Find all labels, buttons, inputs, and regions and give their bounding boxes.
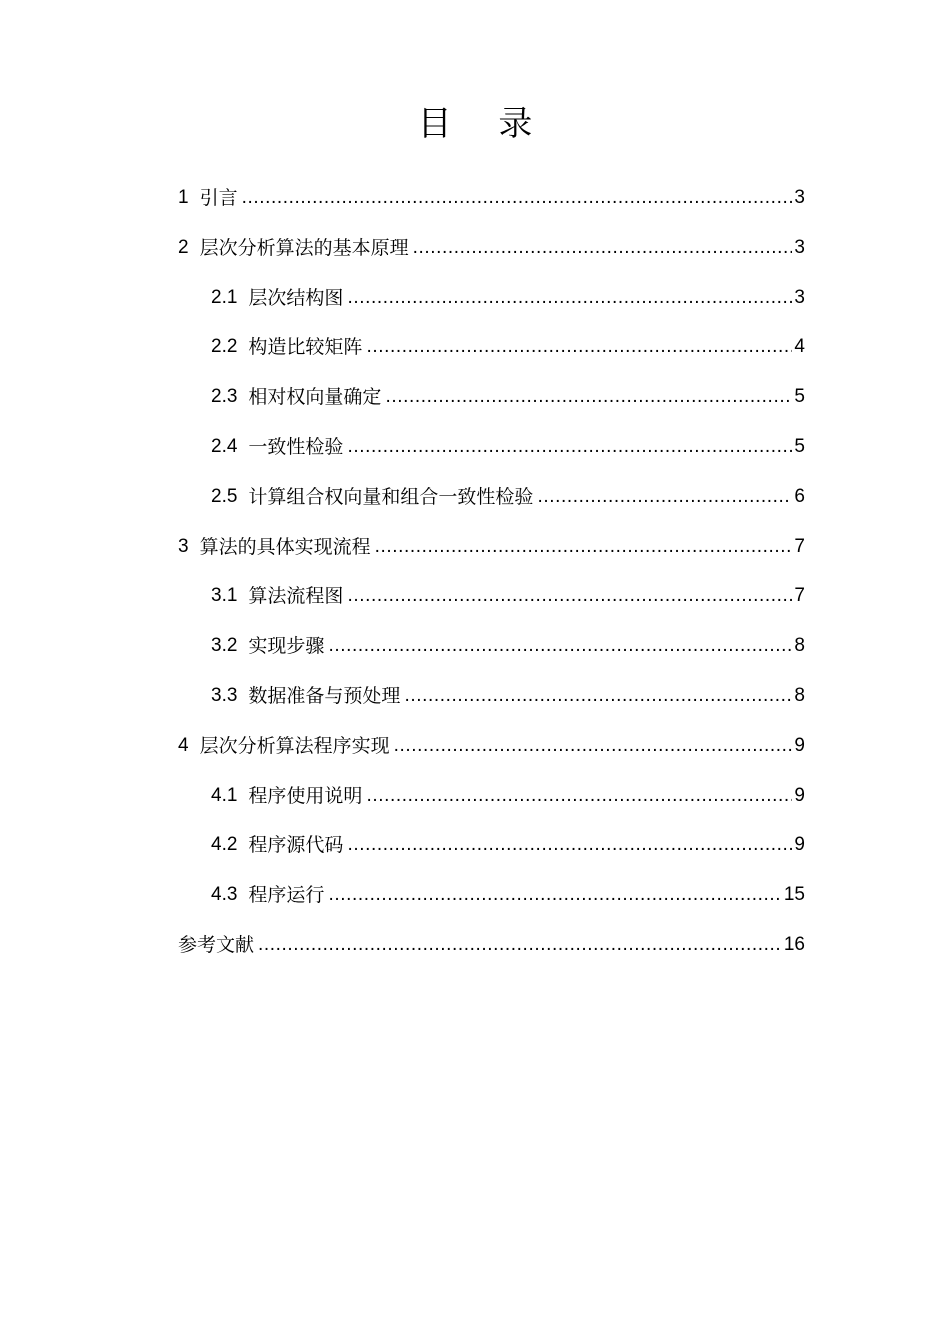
toc-dot-leader (404, 683, 792, 709)
toc-entry[interactable] (0, 261, 950, 311)
toc-entry-number: 3.2 (211, 635, 238, 657)
toc-dot-leader (242, 185, 793, 211)
toc-entry-title: 一致性检验 (248, 436, 344, 458)
toc-entry[interactable] (0, 659, 950, 709)
toc-entry-title: 程序运行 (248, 884, 325, 907)
toc-entry-title: 数据准备与预处理 (248, 685, 401, 707)
toc-entry-page-number: 9 (794, 734, 805, 756)
toc-entry-page-number: 3 (794, 236, 805, 258)
toc-entry-title: 程序使用说明 (248, 784, 363, 807)
toc-dot-leader (328, 882, 781, 908)
toc-dot-leader (394, 733, 793, 759)
toc-entry[interactable] (0, 858, 950, 908)
toc-entry-title: 层次结构图 (248, 286, 344, 309)
toc-dot-leader (347, 434, 792, 460)
toc-entry-page-number: 4 (794, 336, 805, 358)
toc-entry-page-number: 9 (794, 834, 805, 856)
toc-entry-title: 参考文献 (178, 934, 255, 956)
toc-entry-title: 层次分析算法程序实现 (199, 734, 390, 757)
toc-entry-page-number: 16 (783, 934, 805, 955)
toc-dot-leader (385, 384, 792, 410)
toc-entry[interactable] (0, 510, 950, 560)
toc-entry-number: 2.3 (211, 386, 238, 408)
toc-entry[interactable] (0, 759, 950, 809)
toc-entry-title: 相对权向量确定 (248, 386, 382, 409)
toc-entry-number: 2.2 (211, 336, 238, 358)
toc-entry[interactable] (0, 908, 950, 958)
toc-entry[interactable] (0, 211, 950, 261)
toc-entry-title: 算法流程图 (248, 585, 344, 608)
toc-entry-number: 4.3 (211, 884, 238, 906)
toc-dot-leader (537, 484, 792, 510)
toc-entry-page-number: 3 (794, 286, 805, 308)
toc-entry[interactable] (0, 460, 950, 510)
toc-entry-number: 1 (178, 187, 189, 208)
toc-entry[interactable] (0, 161, 950, 211)
toc-entry-number: 3 (178, 535, 189, 557)
toc-entry-page-number: 5 (794, 386, 805, 408)
toc-dot-leader (366, 334, 792, 360)
toc-entry-number: 4 (178, 734, 189, 756)
toc-entry-page-number: 9 (794, 784, 805, 806)
toc-entry-number: 2 (178, 236, 189, 258)
toc-entry-page-number: 8 (794, 685, 805, 706)
toc-dot-leader (258, 932, 782, 958)
toc-entry-title: 程序源代码 (248, 834, 344, 857)
toc-entry[interactable] (0, 609, 950, 659)
toc-entry-title: 计算组合权向量和组合一致性检验 (248, 485, 534, 508)
toc-entry-page-number: 8 (794, 635, 805, 657)
toc-dot-leader (347, 832, 792, 858)
toc-entry-title: 实现步骤 (248, 635, 325, 658)
toc-entry[interactable] (0, 559, 950, 609)
toc-entry-page-number: 6 (794, 485, 805, 507)
toc-entry-number: 3.1 (211, 585, 238, 607)
toc-dot-leader (413, 235, 793, 261)
toc-entry-title: 构造比较矩阵 (248, 336, 363, 359)
toc-entry-number: 2.5 (211, 485, 238, 507)
toc-dot-leader (328, 633, 792, 659)
toc-entry-page-number: 7 (794, 535, 805, 557)
toc-entry[interactable] (0, 709, 950, 759)
toc-entry-page-number: 15 (783, 884, 805, 906)
toc-title: 目 录 (417, 104, 551, 144)
toc-entry-number: 3.3 (211, 685, 238, 706)
toc-entry-number: 4.2 (211, 834, 238, 856)
toc-entry-page-number: 3 (794, 187, 805, 208)
toc-dot-leader (366, 783, 792, 809)
toc-entry[interactable] (0, 410, 950, 460)
toc-entry-page-number: 7 (794, 585, 805, 607)
toc-entry-page-number: 5 (794, 436, 805, 457)
toc-entry-number: 2.1 (211, 286, 238, 308)
toc-dot-leader (347, 285, 792, 311)
toc-entry-title: 算法的具体实现流程 (199, 535, 371, 558)
toc-entry[interactable] (0, 808, 950, 858)
toc-entry-title: 引言 (199, 187, 238, 209)
toc-entry[interactable] (0, 310, 950, 360)
toc-dot-leader (347, 583, 792, 609)
toc-entry-title: 层次分析算法的基本原理 (199, 236, 409, 259)
toc-dot-leader (375, 534, 793, 560)
toc-entry[interactable] (0, 360, 950, 410)
toc-entry-number: 4.1 (211, 784, 238, 806)
toc-entry-number: 2.4 (211, 436, 238, 457)
